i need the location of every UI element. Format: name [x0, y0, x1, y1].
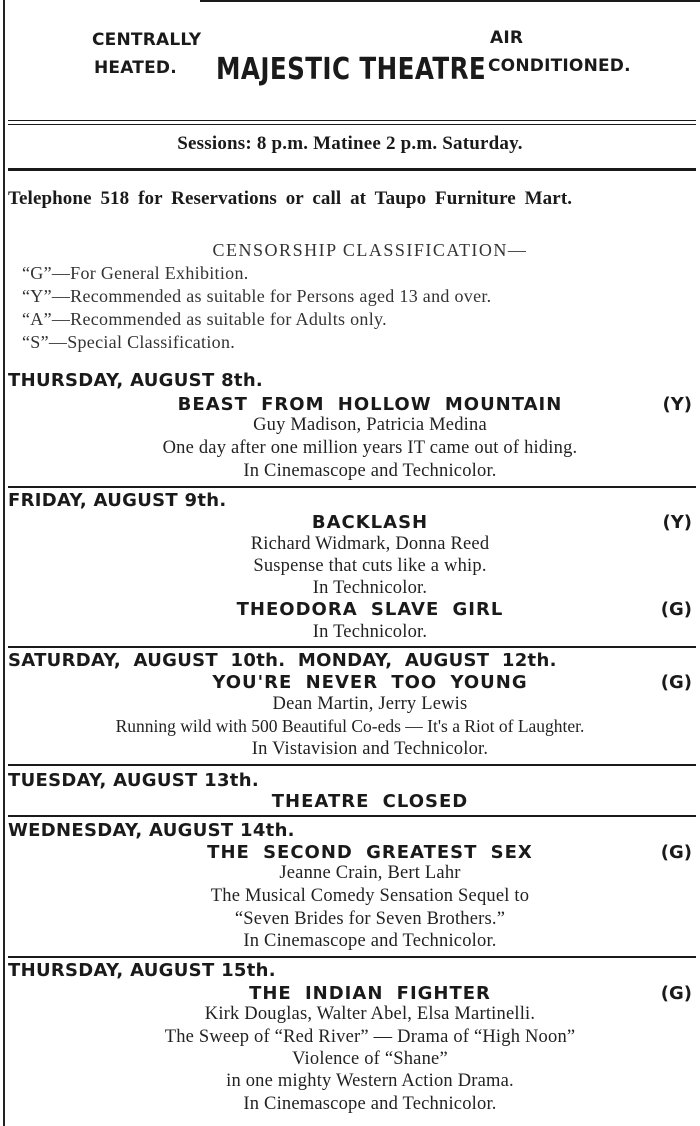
- film-rating: (G): [660, 983, 692, 1004]
- film-rating: (Y): [662, 512, 692, 533]
- day-heading: WEDNESDAY, AUGUST 14th.: [8, 820, 295, 841]
- day-heading: FRIDAY, AUGUST 9th.: [8, 490, 227, 511]
- film-tagline: The Musical Comedy Sensation Sequel to: [210, 886, 530, 906]
- day-heading: SATURDAY, AUGUST 10th. MONDAY, AUGUST 12th.: [8, 650, 557, 671]
- film-tagline: “Seven Brides for Seven Brothers.”: [234, 909, 506, 929]
- section-divider: [8, 486, 696, 488]
- film-title: THEODORA SLAVE GIRL: [236, 599, 504, 620]
- section-divider: [8, 764, 696, 766]
- film-rating: (G): [660, 842, 692, 863]
- film-format: In Cinemascope and Technicolor.: [243, 1094, 497, 1114]
- film-format: In Cinemascope and Technicolor.: [243, 931, 497, 951]
- film-tagline: Running wild with 500 Beautiful Co-eds — It's a Riot of Laughter.: [115, 716, 585, 736]
- censorship-line-s: “S”—Special Classification.: [22, 332, 236, 352]
- sessions-divider: [8, 168, 696, 171]
- telephone-line: Telephone 518 for Reservations or call at Taupo Furniture Mart.: [8, 188, 573, 209]
- film-format: In Technicolor.: [312, 622, 428, 642]
- film-rating: (G): [660, 599, 692, 620]
- day-heading: THURSDAY, AUGUST 8th.: [8, 370, 264, 391]
- section-divider: [8, 956, 696, 958]
- film-cast: Richard Widmark, Donna Reed: [250, 534, 490, 554]
- film-title: THE INDIAN FIGHTER: [249, 983, 491, 1004]
- day-heading: TUESDAY, AUGUST 13th.: [8, 770, 259, 791]
- top-rule: [200, 0, 700, 2]
- film-tagline: One day after one million years IT came out of hiding.: [162, 438, 578, 458]
- film-format: In Cinemascope and Technicolor.: [243, 461, 497, 481]
- header-right-line2: CONDITIONED.: [488, 56, 631, 76]
- film-cast: Kirk Douglas, Walter Abel, Elsa Martinelli.: [204, 1004, 536, 1024]
- film-tagline: in one mighty Western Action Drama.: [226, 1071, 514, 1091]
- header-divider-thin: [8, 120, 696, 121]
- censorship-line-g: “G”—For General Exhibition.: [22, 263, 249, 283]
- film-title: BEAST FROM HOLLOW MOUNTAIN: [177, 394, 563, 415]
- censorship-title: CENSORSHIP CLASSIFICATION—: [212, 240, 528, 260]
- censorship-line-a: “A”—Recommended as suitable for Adults only.: [22, 309, 387, 329]
- censorship-line-y: “Y”—Recommended as suitable for Persons aged 13 and over.: [22, 286, 492, 306]
- film-rating: (Y): [662, 394, 692, 415]
- theatre-name: MAJESTIC THEATRE: [216, 52, 487, 87]
- film-rating: (G): [660, 672, 692, 693]
- film-title: THE SECOND GREATEST SEX: [207, 842, 533, 863]
- section-divider: [8, 815, 696, 817]
- header-divider-thin-2: [8, 124, 696, 125]
- film-tagline: The Sweep of “Red River” — Drama of “High Noon”: [164, 1027, 576, 1047]
- theatre-closed-notice: THEATRE CLOSED: [271, 791, 469, 812]
- sessions-line: Sessions: 8 p.m. Matinee 2 p.m. Saturday.: [177, 133, 523, 154]
- header-left-line2: HEATED.: [94, 58, 177, 78]
- header-right-line1: AIR: [490, 28, 524, 48]
- film-title: YOU'RE NEVER TOO YOUNG: [212, 672, 528, 693]
- film-cast: Dean Martin, Jerry Lewis: [272, 694, 468, 714]
- film-cast: Jeanne Crain, Bert Lahr: [279, 863, 461, 883]
- film-title: BACKLASH: [311, 512, 429, 533]
- section-divider: [8, 646, 696, 648]
- header-left-line1: CENTRALLY: [92, 30, 202, 50]
- film-format: In Technicolor.: [312, 578, 428, 598]
- film-tagline: Suspense that cuts like a whip.: [253, 556, 487, 576]
- film-tagline: Violence of “Shane”: [292, 1049, 448, 1069]
- film-cast: Guy Madison, Patricia Medina: [253, 415, 487, 435]
- day-heading: THURSDAY, AUGUST 15th.: [8, 960, 276, 981]
- film-format: In Vistavision and Technicolor.: [251, 739, 489, 759]
